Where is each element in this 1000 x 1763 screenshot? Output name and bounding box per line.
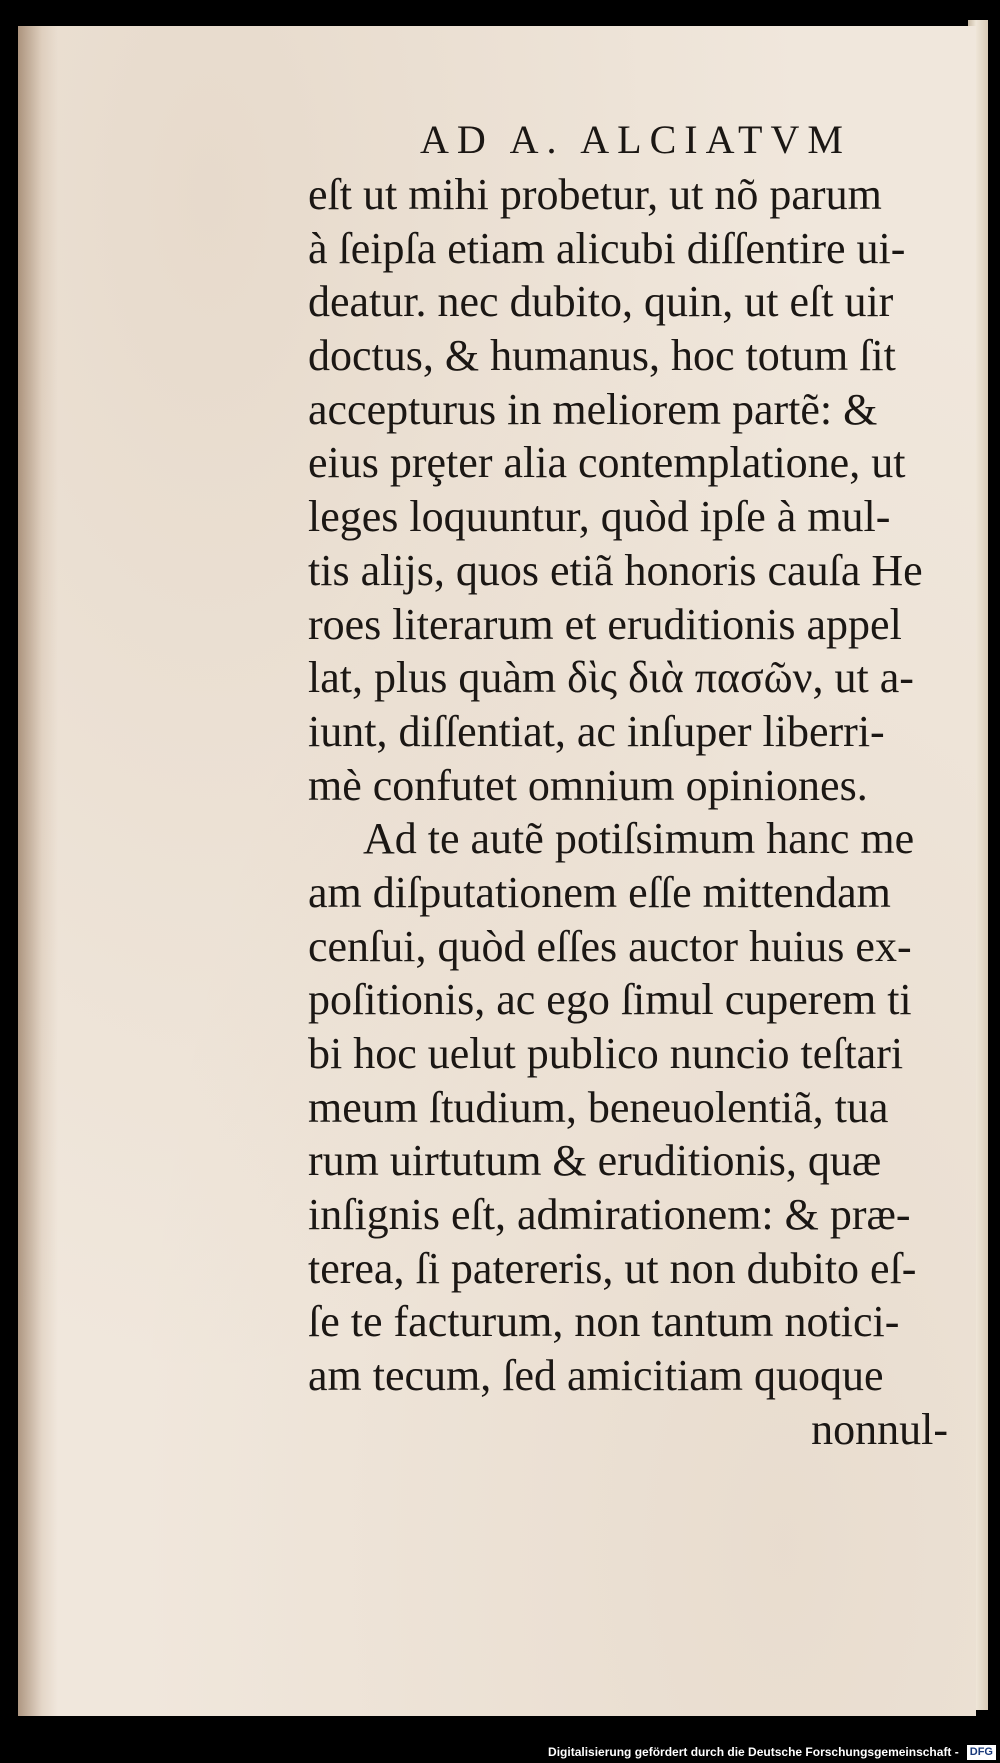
text-line: bi hoc uelut publico nuncio teſtari [308,1029,904,1078]
catchword: nonnul- [811,1404,948,1454]
text-line: rum uirtutum & eruditionis, quæ [308,1136,882,1186]
text-line: cenſui, quòd eſſes auctor huius ex- [308,921,912,971]
text-line: poſitionis, ac ego ſimul cuperem ti [308,975,912,1025]
text-line: ſe te facturum, non tantum notici- [308,1297,900,1347]
dfg-logo: DFG [967,1745,996,1760]
text-line: eius prȩter alia contemplatione, ut [308,438,906,488]
text-line: am diſputationem eſſe mittendam [308,867,891,917]
text-line: lat, plus quàm δὶς διὰ πασῶν, ut a- [308,653,914,703]
text-line: terea, ſi patereris, ut non dubito eſ- [308,1243,917,1293]
text-line: leges loquuntur, quòd ipſe à mul- [308,492,891,542]
text-line: inſignis eſt, admirationem: & præ- [308,1190,911,1240]
running-head: AD A. ALCIATVM [420,117,851,162]
footer-credit: Digitalisierung gefördert durch die Deutsche Forschungsgemeinschaft - [548,1745,959,1759]
text-line: am tecum, ſed amicitiam quoque [308,1351,884,1401]
text-line-paragraph-start: Ad te autẽ potiſsimum hanc me [363,814,915,864]
text-line: doctus, & humanus, hoc totum ſit [308,331,896,381]
text-line: tis alijs, quos etiã honoris cauſa He [308,545,923,595]
gutter-shadow [18,26,58,1716]
text-block [308,168,948,1457]
text-line: accepturus in meliorem partẽ: & [308,384,878,434]
digitization-footer [0,1742,996,1763]
text-line: mè confutet omnium opiniones. [308,760,868,810]
text-line: à ſeipſa etiam alicubi diſſentire ui- [308,223,906,273]
text-line: meum ſtudium, beneuolentiã, tua [308,1082,889,1132]
text-line: eſt ut mihi probetur, ut nõ parum [308,170,882,219]
text-line: roes literarum et eruditionis appel [308,599,902,649]
text-line: deatur. nec dubito, quin, ut eſt uir [308,277,894,327]
text-line: iunt, diſſentiat, ac inſuper liberri- [308,706,885,756]
